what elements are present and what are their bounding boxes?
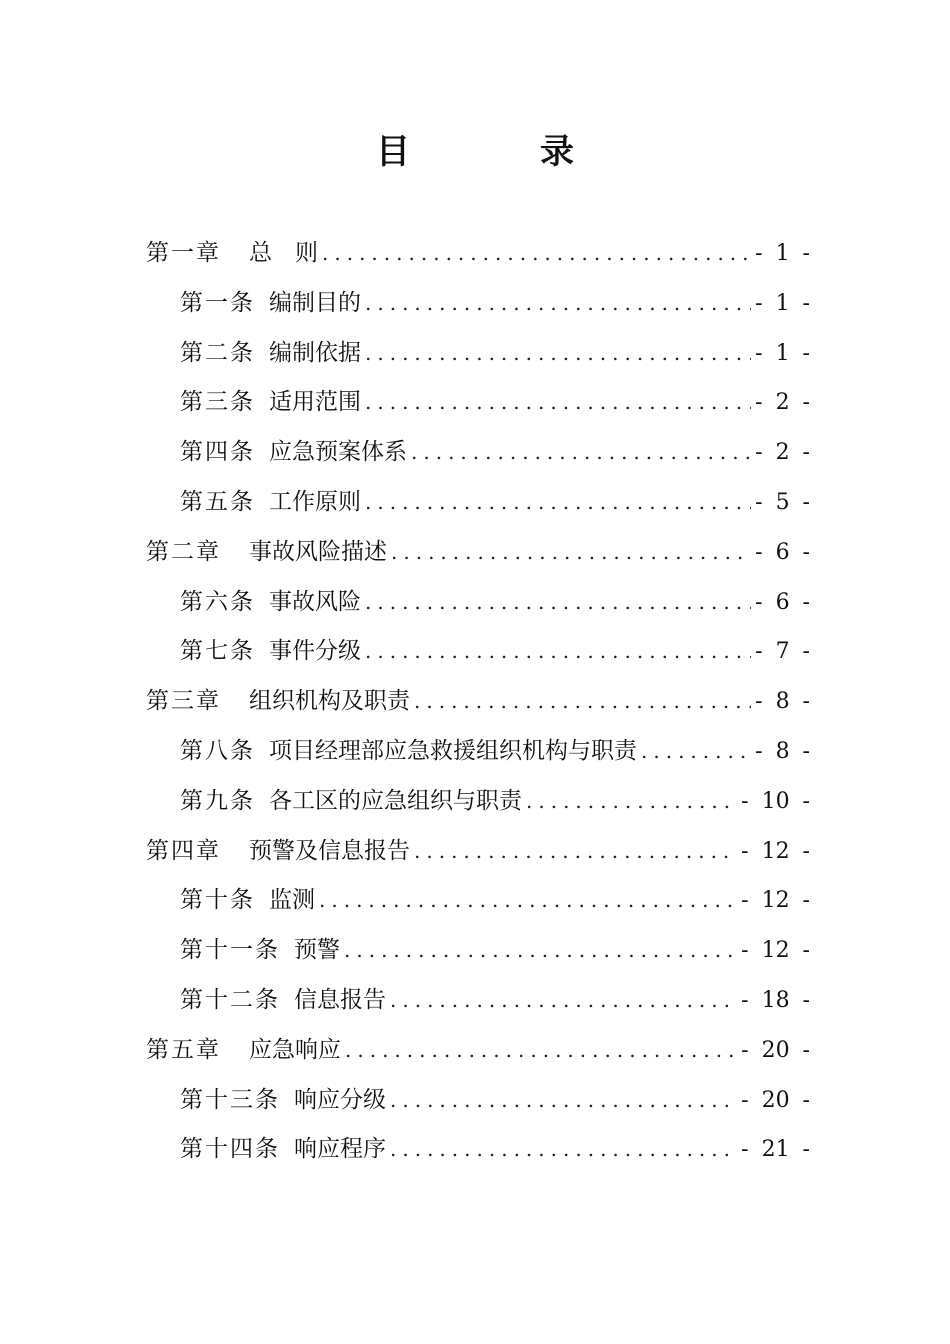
toc-leader-dots	[365, 279, 751, 329]
toc-entry-article[interactable]	[146, 976, 810, 1026]
toc-entry-heading: 监测	[269, 887, 315, 914]
toc-page-number: - 5 -	[755, 489, 810, 515]
toc-entry-number: 第十四条	[180, 1136, 280, 1163]
toc-entry-number: 第五章	[146, 1036, 221, 1063]
toc-leader-dots	[344, 926, 737, 976]
toc-page-number: - 18 -	[741, 987, 810, 1013]
toc-label	[146, 1026, 341, 1076]
toc-entry-article[interactable]	[146, 777, 810, 827]
toc-entry-number: 第六条	[180, 588, 255, 615]
toc-entry-article[interactable]	[146, 627, 810, 677]
toc-label	[180, 478, 361, 528]
toc-leader-dots	[365, 478, 751, 528]
toc-entry-article[interactable]	[146, 876, 810, 926]
toc-leader-dots	[319, 876, 737, 926]
toc-label	[180, 378, 361, 428]
toc-page-number: - 8 -	[755, 689, 810, 715]
toc-entry-heading: 信息报告	[294, 986, 386, 1013]
toc-entry-number: 第二章	[146, 538, 221, 565]
toc-leader-dots	[390, 1076, 737, 1126]
toc-entry-heading: 总 则	[249, 240, 318, 266]
toc-entry-article[interactable]	[146, 378, 810, 428]
toc-label	[180, 976, 386, 1026]
toc-entry-number: 第十二条	[180, 986, 280, 1013]
toc-entry-number: 第七条	[180, 638, 255, 665]
toc-entry-number: 第一章	[146, 240, 221, 266]
toc-page-number: - 12 -	[741, 888, 810, 914]
toc-entry-article[interactable]	[146, 478, 810, 528]
toc-entry-heading: 响应程序	[294, 1136, 386, 1163]
toc-entry-heading: 预警	[294, 937, 340, 964]
toc-entry-number: 第十三条	[180, 1086, 280, 1113]
toc-label	[180, 627, 361, 677]
toc-label	[180, 279, 361, 329]
toc-page-number: - 20 -	[741, 1087, 810, 1113]
toc-entry-chapter[interactable]	[146, 677, 810, 727]
toc-entry-article[interactable]	[146, 578, 810, 628]
toc-leader-dots	[365, 329, 751, 379]
toc-label	[180, 926, 340, 976]
toc-entry-heading: 各工区的应急组织与职责	[269, 787, 522, 814]
toc-page-number: - 2 -	[755, 390, 810, 416]
toc-leader-dots	[414, 827, 737, 877]
toc-title: 目 录	[376, 132, 622, 172]
toc-page-number: - 1 -	[755, 340, 810, 366]
toc-leader-dots	[411, 428, 751, 478]
toc-entry-chapter[interactable]	[146, 1026, 810, 1076]
toc-entry-number: 第八条	[180, 737, 255, 764]
toc-page-number: - 12 -	[741, 938, 810, 964]
toc-entry-number: 第十条	[180, 887, 255, 914]
toc-entry-article[interactable]	[146, 727, 810, 777]
toc-leader-dots	[365, 627, 751, 677]
toc-label	[180, 777, 522, 827]
toc-entry-article[interactable]	[146, 279, 810, 329]
toc-entry-article[interactable]	[146, 1125, 810, 1175]
toc-entry-number: 第三章	[146, 688, 221, 715]
toc-entry-heading: 预警及信息报告	[249, 837, 410, 864]
toc-page-number: - 20 -	[741, 1037, 810, 1063]
toc-label	[180, 1125, 386, 1175]
toc-leader-dots	[322, 229, 751, 279]
toc-label	[146, 528, 387, 578]
toc-label	[180, 329, 361, 379]
toc-entry-number: 第一条	[180, 289, 255, 316]
toc-page-number: - 12 -	[741, 838, 810, 864]
toc-entry-number: 第四条	[180, 439, 255, 466]
toc-leader-dots	[390, 1125, 737, 1175]
toc-entry-heading: 响应分级	[294, 1086, 386, 1113]
toc-entry-number: 第五条	[180, 488, 255, 515]
toc-entry-heading: 适用范围	[269, 389, 361, 416]
toc-leader-dots	[390, 976, 737, 1026]
toc-entry-heading: 事故风险	[269, 588, 361, 615]
toc-leader-dots	[365, 578, 751, 628]
toc-entry-heading: 编制依据	[269, 339, 361, 366]
toc-leader-dots	[365, 378, 751, 428]
toc-entry-article[interactable]	[146, 329, 810, 379]
toc-page-number: - 21 -	[741, 1137, 810, 1163]
toc-label	[180, 1076, 386, 1126]
toc-leader-dots	[391, 528, 751, 578]
toc-entry-heading: 编制目的	[269, 289, 361, 316]
toc-entry-chapter[interactable]	[146, 229, 810, 279]
toc-list	[146, 229, 810, 1175]
toc-leader-dots	[345, 1026, 737, 1076]
toc-label	[180, 578, 361, 628]
toc-entry-heading: 项目经理部应急救援组织机构与职责	[269, 737, 637, 764]
toc-page-number: - 1 -	[755, 290, 810, 316]
toc-entry-number: 第十一条	[180, 937, 280, 964]
toc-entry-heading: 工作原则	[269, 488, 361, 515]
toc-entry-chapter[interactable]	[146, 528, 810, 578]
toc-entry-number: 第九条	[180, 787, 255, 814]
toc-entry-article[interactable]	[146, 1076, 810, 1126]
toc-label	[146, 677, 410, 727]
toc-label	[180, 727, 637, 777]
toc-entry-number: 第二条	[180, 339, 255, 366]
toc-entry-heading: 事件分级	[269, 638, 361, 665]
toc-leader-dots	[526, 777, 737, 827]
toc-entry-number: 第四章	[146, 837, 221, 864]
toc-label	[146, 229, 318, 279]
toc-leader-dots	[414, 677, 751, 727]
toc-entry-heading: 应急响应	[249, 1036, 341, 1063]
toc-page-number: - 10 -	[741, 788, 810, 814]
toc-label	[180, 876, 315, 926]
toc-page-number: - 7 -	[755, 639, 810, 665]
toc-leader-dots	[641, 727, 751, 777]
toc-entry-number: 第三条	[180, 389, 255, 416]
toc-entry-chapter[interactable]	[146, 827, 810, 877]
toc-page-number: - 6 -	[755, 539, 810, 565]
toc-entry-heading: 组织机构及职责	[249, 688, 410, 715]
toc-entry-article[interactable]	[146, 428, 810, 478]
toc-label	[180, 428, 407, 478]
toc-label	[146, 827, 410, 877]
toc-page-number: - 6 -	[755, 589, 810, 615]
toc-page-number: - 1 -	[755, 241, 810, 266]
toc-entry-heading: 应急预案体系	[269, 439, 407, 466]
toc-page-number: - 8 -	[755, 738, 810, 764]
toc-entry-heading: 事故风险描述	[249, 538, 387, 565]
toc-page-number: - 2 -	[755, 440, 810, 466]
toc-entry-article[interactable]	[146, 926, 810, 976]
